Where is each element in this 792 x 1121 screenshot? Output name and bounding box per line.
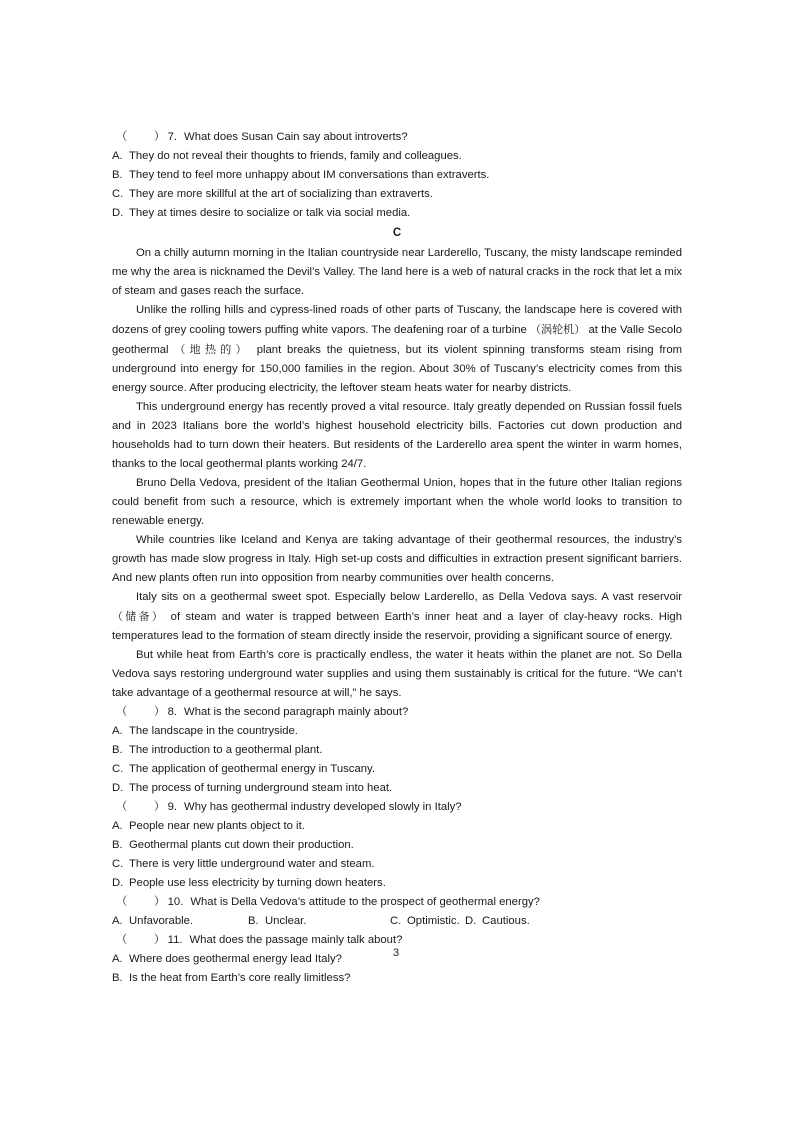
answer-paren-open: （ (116, 706, 128, 718)
option-a[interactable] (112, 912, 193, 931)
option-text: They tend to feel more unhappy about IM conversations than extraverts. (129, 169, 490, 181)
question-number: 11. (167, 934, 183, 946)
option-b[interactable] (248, 912, 306, 931)
option-text: Geothermal plants cut down their production. (129, 839, 354, 851)
option-text: The application of geothermal energy in Tuscany. (129, 763, 375, 775)
option-letter: B. (248, 915, 259, 927)
option-letter: D. (112, 877, 124, 889)
option-text: They are more skillful at the art of socializing than extraverts. (129, 188, 433, 200)
option-text: People near new plants object to it. (129, 820, 305, 832)
option-text: The process of turning underground steam into heat. (129, 782, 393, 794)
passage-text-run: Italy sits on a geothermal sweet spot. Especially below Larderello, as Della Vedova says. A vast reservoir (136, 591, 682, 603)
option-text: The landscape in the countryside. (129, 725, 298, 737)
question-block-10 (112, 893, 682, 931)
question-7-stem (112, 128, 682, 147)
question-9-stem (112, 798, 682, 817)
passage-paragraph (112, 398, 682, 474)
chinese-gloss: （涡轮机） (529, 323, 586, 336)
option-text: They at times desire to socialize or talk via social media. (129, 207, 411, 219)
question-text: Why has geothermal industry developed slowly in Italy? (184, 801, 462, 813)
option-letter: B. (112, 169, 123, 181)
passage-text-run: plant breaks the quietness, but its violent spinning transforms steam rising from underground into energy for 150,000 families in the region. About 30% of Tuscany’s electricity comes from this energy source. After producing electricity, the leftover steam heats water for nearby districts. (112, 344, 683, 394)
question-text: What does Susan Cain say about introverts? (184, 131, 408, 143)
option-a[interactable] (112, 722, 682, 741)
question-text: What is the second paragraph mainly about? (184, 706, 409, 718)
option-letter: B. (112, 839, 123, 851)
question-text: What does the passage mainly talk about? (189, 934, 403, 946)
answer-paren-open: （ (116, 131, 128, 143)
question-number: 10. (167, 896, 184, 908)
option-d[interactable] (112, 779, 682, 798)
passage-paragraph (112, 301, 682, 398)
question-number: 9. (167, 801, 178, 813)
option-text: Unclear. (265, 915, 307, 927)
option-d[interactable] (465, 912, 530, 931)
option-letter: A. (112, 725, 123, 737)
passage-text-run: of steam and water is trapped between Earth’s inner heat and a layer of clay-heavy rocks. High temperatures lead to the formation of steam directly inside the reservoir, providing a significant source of energy. (112, 611, 682, 642)
option-a[interactable] (112, 817, 682, 836)
question-number: 8. (167, 706, 178, 718)
option-text: Unfavorable. (129, 915, 194, 927)
passage-text-run: Bruno Della Vedova, president of the Italian Geothermal Union, hopes that in the future other Italian regions could benefit from such a resource, which is extremely important when the whole world looks to transition to renewable energy. (112, 477, 682, 527)
option-text: Where does geothermal energy lead Italy? (129, 953, 342, 965)
passage-paragraph (112, 646, 682, 703)
question-block-8 (112, 703, 682, 798)
answer-paren-close: ） (153, 131, 166, 143)
page-number: 3 (392, 947, 400, 959)
question-8-stem (112, 703, 682, 722)
option-letter: C. (390, 915, 402, 927)
passage-text-run: But while heat from Earth’s core is practically endless, the water it heats within the planet are not. So Della Vedova says restoring underground water supplies and using them sustainably is critical for the future. “We can’t take advantage of a geothermal resource at will,” he says. (112, 649, 682, 699)
option-d[interactable] (112, 204, 682, 223)
option-letter: D. (112, 207, 124, 219)
option-text: Optimistic. (407, 915, 460, 927)
option-letter: A. (112, 820, 123, 832)
option-text: There is very little underground water and steam. (129, 858, 375, 870)
option-b[interactable] (112, 969, 682, 988)
option-c[interactable] (112, 760, 682, 779)
option-letter: C. (112, 763, 124, 775)
option-letter: A. (112, 953, 123, 965)
passage-text-run: On a chilly autumn morning in the Italian countryside near Larderello, Tuscany, the misty landscape reminded me why the area is nicknamed the Devil’s Valley. The land here is a web of natural cracks in the rock that let a mix of steam and gases reach the surface. (112, 247, 682, 297)
passage-text-run: Unlike the rolling hills and cypress-lined roads of other parts of Tuscany, the landscape here is covered with dozens of grey cooling towers puffing white vapors. The deafening roar of a turbine (112, 304, 682, 336)
option-c[interactable] (390, 912, 460, 931)
option-letter: B. (112, 972, 123, 984)
section-label: C (392, 227, 402, 239)
option-letter: D. (465, 915, 477, 927)
option-letter: A. (112, 915, 123, 927)
option-letter: D. (112, 782, 124, 794)
option-row (112, 912, 682, 931)
option-text: They do not reveal their thoughts to friends, family and colleagues. (129, 150, 462, 162)
answer-paren-open: （ (116, 801, 128, 813)
option-text: The introduction to a geothermal plant. (129, 744, 323, 756)
option-text: Is the heat from Earth’s core really limitless? (129, 972, 351, 984)
option-letter: C. (112, 858, 124, 870)
reading-passage (112, 244, 682, 703)
passage-paragraph (112, 474, 682, 531)
answer-paren-close: ） (153, 801, 166, 813)
question-block-9 (112, 798, 682, 893)
option-text: People use less electricity by turning down heaters. (129, 877, 386, 889)
option-c[interactable] (112, 185, 682, 204)
option-d[interactable] (112, 874, 682, 893)
answer-paren-open: （ (116, 934, 128, 946)
passage-text-run: This underground energy has recently proved a vital resource. Italy greatly depended on Russian fossil fuels and in 2023 Italians bore the world’s highest household electricity bills. Factories cut down production and households had to turn down their heaters. But residents of the Larderello area spent the winter in warm homes, thanks to the local geothermal plants working 24/7. (112, 401, 682, 470)
passage-text-run: at the Valle Secolo geothermal (112, 324, 682, 356)
chinese-gloss: （储备） (112, 610, 166, 623)
answer-paren-close: ） (153, 706, 166, 718)
question-block-7 (112, 128, 682, 223)
option-letter: B. (112, 744, 123, 756)
option-text: Cautious. (482, 915, 530, 927)
passage-paragraph (112, 588, 682, 646)
answer-paren-close: ） (153, 896, 166, 908)
answer-paren-close: ） (153, 934, 166, 946)
question-number: 7. (167, 131, 178, 143)
option-letter: C. (112, 188, 124, 200)
option-b[interactable] (112, 741, 682, 760)
question-10-stem (112, 893, 682, 912)
option-letter: A. (112, 150, 123, 162)
page-content (112, 128, 682, 988)
chinese-gloss: （地热的） (174, 343, 251, 356)
passage-paragraph (112, 244, 682, 301)
option-b[interactable] (112, 166, 682, 185)
passage-paragraph (112, 531, 682, 588)
answer-paren-open: （ (116, 896, 128, 908)
passage-text-run: While countries like Iceland and Kenya are taking advantage of their geothermal resources, the industry’s growth has made slow progress in Italy. High set-up costs and difficulties in extraction present significant barriers. And new plants often run into opposition from nearby communities over health concerns. (112, 534, 682, 584)
option-b[interactable] (112, 836, 682, 855)
option-a[interactable] (112, 147, 682, 166)
option-c[interactable] (112, 855, 682, 874)
question-text: What is Della Vedova’s attitude to the prospect of geothermal energy? (190, 896, 540, 908)
